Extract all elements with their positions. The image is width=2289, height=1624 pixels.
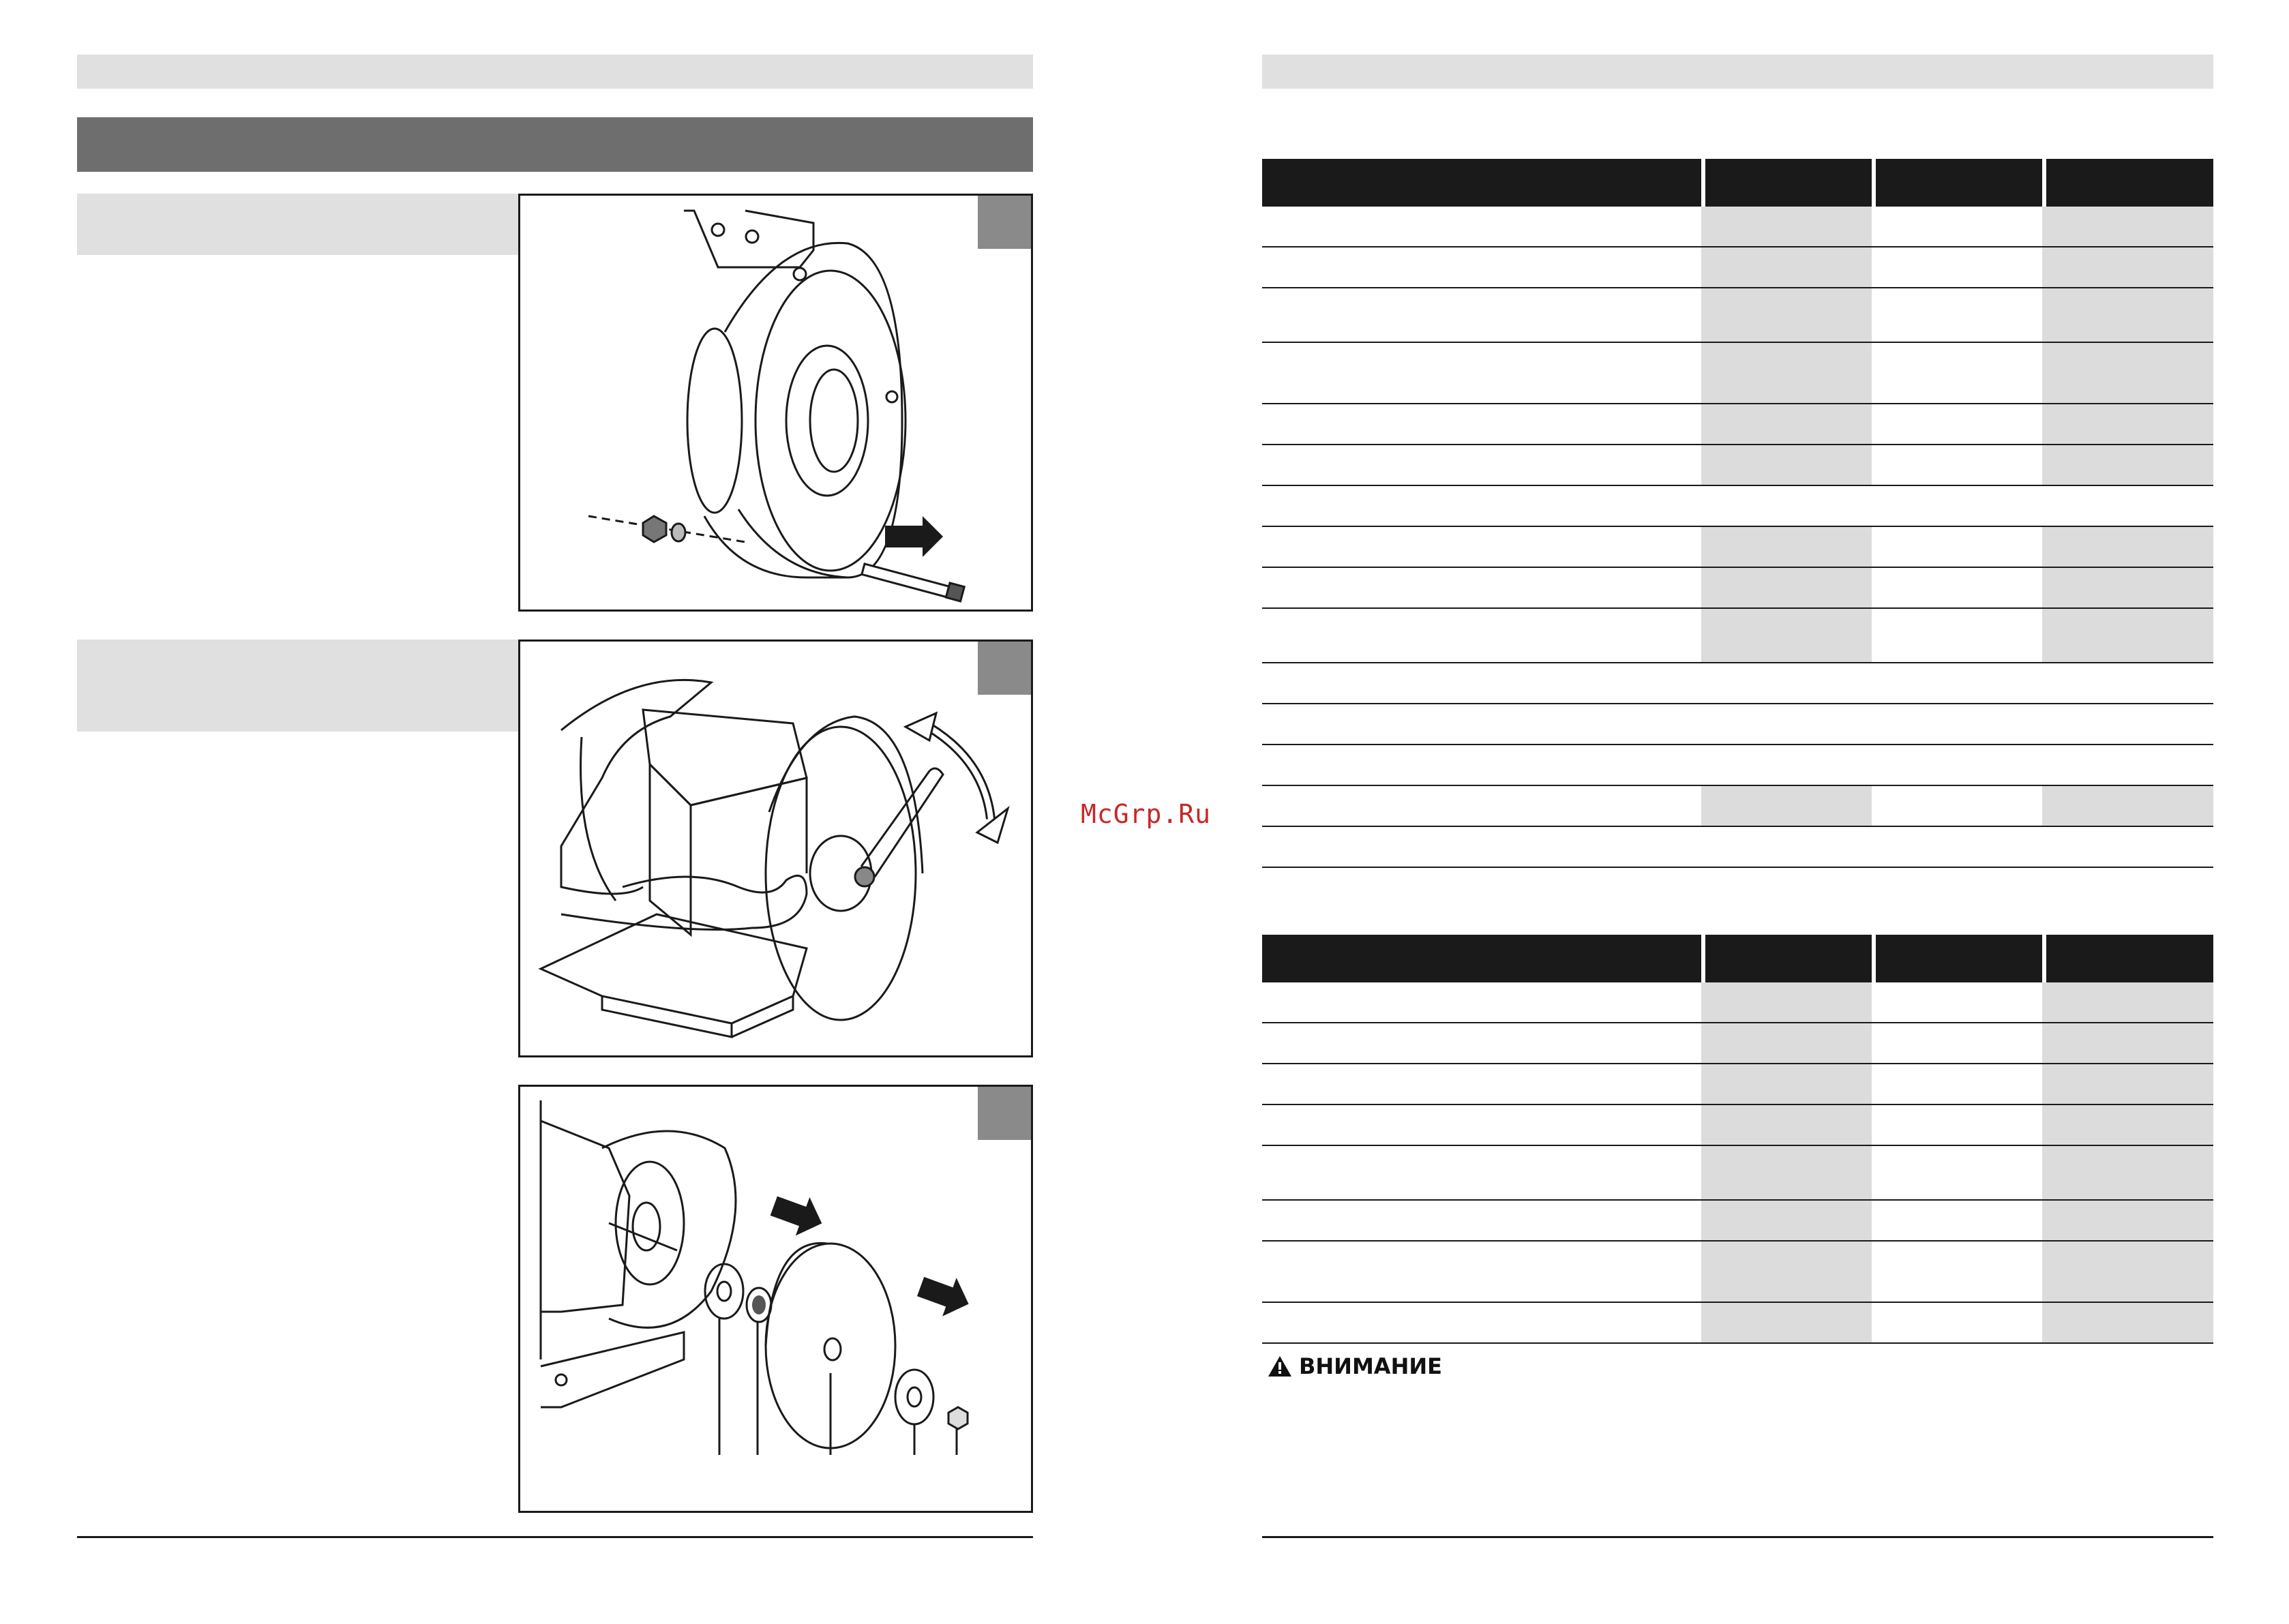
table-row (1262, 404, 2213, 445)
table-header (1705, 935, 1872, 982)
bench-grinder-guard-icon (520, 196, 1031, 610)
table-row (1262, 445, 2213, 486)
table-header (1262, 159, 1701, 207)
table-row (1262, 1064, 2213, 1105)
section-title-bar (77, 117, 1033, 172)
table-row (1262, 207, 2213, 247)
table-row (1262, 1201, 2213, 1242)
table-row (1262, 663, 2213, 704)
table-header (1876, 935, 2042, 982)
table-header (2046, 935, 2213, 982)
table-row (1262, 786, 2213, 827)
table-row (1262, 1303, 2213, 1344)
left-footer-rule (77, 1536, 1033, 1538)
table-header (2046, 159, 2213, 207)
table-row (1262, 704, 2213, 745)
table-row (1262, 1146, 2213, 1201)
table-header (1876, 159, 2042, 207)
table-row (1262, 745, 2213, 786)
figure-panel-1 (518, 194, 1033, 612)
left-header-bar (77, 55, 1033, 89)
wheel-parts-exploded-icon (520, 1087, 1031, 1511)
table-row (1262, 982, 2213, 1023)
warning-triangle-icon (1268, 1355, 1292, 1377)
subsection-bar-2 (77, 640, 518, 732)
table-row (1262, 1023, 2213, 1064)
wrench-rotation-icon (520, 642, 1031, 1055)
table-row (1262, 486, 2213, 527)
table-row (1262, 1105, 2213, 1146)
subsection-bar-1 (77, 194, 518, 255)
table-row (1262, 527, 2213, 568)
table-row (1262, 568, 2213, 609)
figure-panel-3 (518, 1085, 1033, 1513)
table-header (1705, 159, 1872, 207)
figure-panel-2 (518, 640, 1033, 1057)
table-row (1262, 827, 2213, 868)
warning-heading (1268, 1353, 1442, 1379)
right-footer-rule (1262, 1536, 2213, 1538)
table-row (1262, 247, 2213, 288)
table-row (1262, 1242, 2213, 1303)
table-header (1262, 935, 1701, 982)
warning-label: ВНИМАНИЕ (1299, 1353, 1442, 1379)
table-row (1262, 343, 2213, 404)
table-row (1262, 609, 2213, 663)
watermark: McGrp.Ru (1081, 799, 1212, 829)
right-header-bar (1262, 55, 2213, 89)
table-row (1262, 288, 2213, 343)
